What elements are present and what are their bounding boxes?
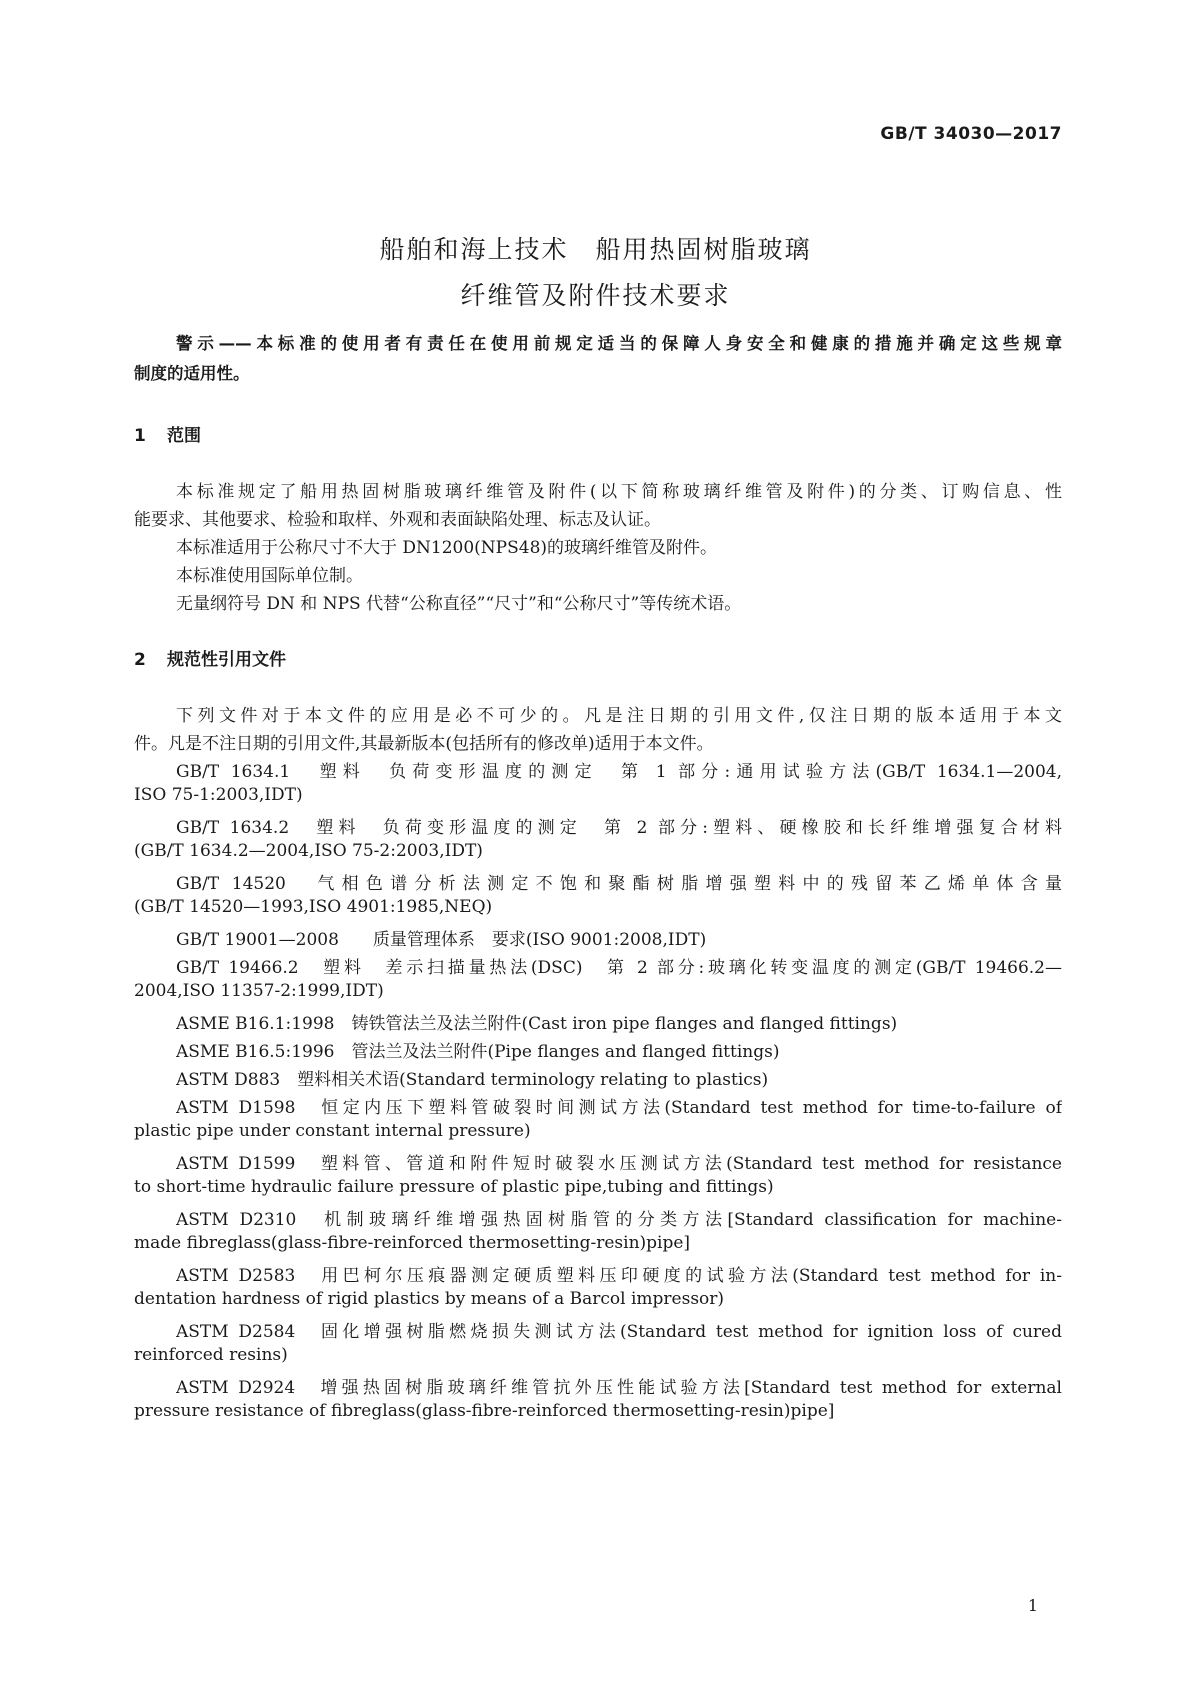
- reference-line: 下列文件对于本文件的应用是必不可少的。凡是注日期的引用文件,仅注日期的版本适用于本文: [176, 706, 1062, 725]
- reference-line: GB/T 1634.2 塑料 负荷变形温度的测定 第 2 部分:塑料、硬橡胶和长纤维增强复合材料: [176, 818, 1062, 837]
- reference-line: dentation hardness of rigid plastics by means of a Barcol impressor): [134, 1289, 725, 1309]
- reference-line: ISO 75-1:2003,IDT): [134, 785, 303, 805]
- section-1-number: 1: [134, 426, 146, 446]
- section-1-title: 范围: [167, 426, 201, 446]
- reference-line: ASTM D2583 用巴柯尔压痕器测定硬质塑料压印硬度的试验方法(Standard test method for in-: [176, 1266, 1062, 1285]
- reference-line: GB/T 19001—2008 质量管理体系 要求(ISO 9001:2008,IDT): [176, 930, 707, 950]
- warning-line-1: 警示——本标准的使用者有责任在使用前规定适当的保障人身安全和健康的措施并确定这些规章: [176, 334, 1062, 353]
- page-number: 1: [1027, 1596, 1038, 1615]
- reference-line: ASTM D1599 塑料管、管道和附件短时破裂水压测试方法(Standard test method for resistance: [176, 1154, 1062, 1173]
- document-title-line-1: 船舶和海上技术 船用热固树脂玻璃: [379, 235, 812, 264]
- section-1-line: 本标准规定了船用热固树脂玻璃纤维管及附件(以下简称玻璃纤维管及附件)的分类、订购信息、性: [176, 482, 1062, 501]
- reference-line: ASTM D2584 固化增强树脂燃烧损失测试方法(Standard test method for ignition loss of cured: [176, 1322, 1062, 1341]
- reference-line: (GB/T 14520—1993,ISO 4901:1985,NEQ): [134, 897, 493, 917]
- section-1-line: 能要求、其他要求、检验和取样、外观和表面缺陷处理、标志及认证。: [134, 510, 661, 530]
- reference-line: ASTM D2924 增强热固树脂玻璃纤维管抗外压性能试验方法[Standard test method for external: [176, 1378, 1062, 1397]
- reference-line: ASTM D1598 恒定内压下塑料管破裂时间测试方法(Standard test method for time-to-failure of: [176, 1098, 1062, 1117]
- section-2-heading: [134, 645, 286, 670]
- reference-line: ASME B16.1:1998 铸铁管法兰及法兰附件(Cast iron pipe flanges and flanged fittings): [176, 1014, 898, 1034]
- section-2-title: 规范性引用文件: [167, 650, 286, 670]
- reference-line: GB/T 14520 气相色谱分析法测定不饱和聚酯树脂增强塑料中的残留苯乙烯单体含量: [176, 874, 1062, 893]
- reference-line: plastic pipe under constant internal pressure): [134, 1121, 531, 1141]
- reference-line: pressure resistance of fibreglass(glass-fibre-reinforced thermosetting-resin)pipe]: [134, 1401, 835, 1421]
- reference-line: GB/T 1634.1 塑料 负荷变形温度的测定 第 1 部分:通用试验方法(GB/T 1634.1—2004,: [176, 762, 1062, 781]
- reference-line: GB/T 19466.2 塑料 差示扫描量热法(DSC) 第 2 部分:玻璃化转变温度的测定(GB/T 19466.2—: [176, 958, 1062, 977]
- warning-line-2: 制度的适用性。: [134, 364, 250, 383]
- reference-line: ASTM D2310 机制玻璃纤维增强热固树脂管的分类方法[Standard classification for machine-: [176, 1210, 1062, 1229]
- section-1-heading: [134, 421, 201, 446]
- reference-line: ASTM D883 塑料相关术语(Standard terminology relating to plastics): [176, 1070, 769, 1090]
- reference-line: 2004,ISO 11357-2:1999,IDT): [134, 981, 384, 1001]
- reference-line: 件。凡是不注日期的引用文件,其最新版本(包括所有的修改单)适用于本文件。: [134, 734, 714, 754]
- reference-line: to short-time hydraulic failure pressure of plastic pipe,tubing and fittings): [134, 1177, 774, 1197]
- reference-line: made fibreglass(glass-fibre-reinforced thermosetting-resin)pipe]: [134, 1233, 691, 1253]
- section-1-line: 本标准使用国际单位制。: [176, 566, 363, 586]
- standard-code: GB/T 34030—2017: [880, 124, 1062, 144]
- reference-line: reinforced resins): [134, 1345, 288, 1365]
- document-title-line-2: 纤维管及附件技术要求: [460, 281, 731, 310]
- section-1-line: 无量纲符号 DN 和 NPS 代替“公称直径”“尺寸”和“公称尺寸”等传统术语。: [176, 594, 742, 614]
- reference-line: (GB/T 1634.2—2004,ISO 75-2:2003,IDT): [134, 841, 483, 861]
- section-1-line: 本标准适用于公称尺寸不大于 DN1200(NPS48)的玻璃纤维管及附件。: [176, 538, 718, 558]
- reference-line: ASME B16.5:1996 管法兰及法兰附件(Pipe flanges and flanged fittings): [176, 1042, 780, 1062]
- section-2-number: 2: [134, 650, 146, 670]
